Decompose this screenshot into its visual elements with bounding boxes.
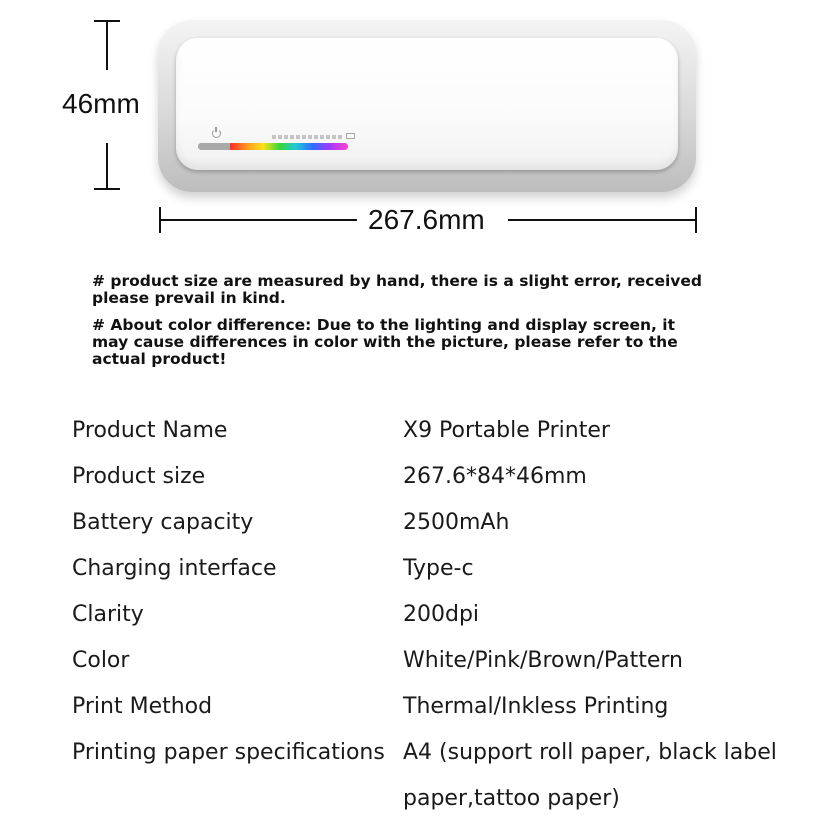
spec-row-product-size: [72, 454, 792, 500]
height-dimension-label: 46mm: [62, 86, 140, 122]
notes: [92, 273, 712, 378]
spec-table: [72, 408, 792, 822]
spec-label: Clarity: [72, 602, 144, 627]
spec-value: Type-c: [403, 556, 474, 581]
width-dimension-line-left: [159, 219, 357, 221]
spec-row-print-method: [72, 684, 792, 730]
spec-value: A4 (support roll paper, black label paper,tattoo paper): [403, 740, 777, 811]
width-dimension-line-right: [508, 219, 697, 221]
spec-label: Product Name: [72, 418, 228, 443]
width-dimension-right-tick: [695, 207, 697, 233]
spec-label: Charging interface: [72, 556, 277, 581]
spec-row-charging-interface: [72, 546, 792, 592]
spec-row-product-name: [72, 408, 792, 454]
spec-row-color: [72, 638, 792, 684]
spec-value: 200dpi: [403, 602, 480, 627]
spec-row-clarity: [72, 592, 792, 638]
spec-row-paper-specifications: [72, 730, 792, 822]
spec-label: Color: [72, 648, 130, 673]
width-dimension-label: 267.6mm: [368, 204, 485, 235]
height-dimension-line-bottom: [106, 143, 108, 189]
height-dimension-bottom-tick: [94, 188, 120, 190]
height-dimension-line-top: [106, 20, 108, 70]
spec-value: X9 Portable Printer: [403, 418, 610, 443]
spec-value: White/Pink/Brown/Pattern: [403, 648, 683, 673]
spec-label: Printing paper specifications: [72, 740, 385, 765]
spec-value: 2500mAh: [403, 510, 510, 535]
size-note: # product size are measured by hand, there is a slight error, received please prevail in kind.: [92, 272, 702, 307]
spec-value: Thermal/Inkless Printing: [403, 694, 669, 719]
printer-image: [158, 20, 696, 192]
printer-body: [176, 38, 678, 170]
printer-figure: [0, 0, 819, 250]
spec-label: Battery capacity: [72, 510, 254, 535]
rainbow-light-strip: [230, 143, 348, 150]
power-icon: [212, 129, 221, 138]
spec-label: Print Method: [72, 694, 213, 719]
spec-row-battery-capacity: [72, 500, 792, 546]
spec-label: Product size: [72, 464, 206, 489]
printer-status-light: [198, 143, 348, 150]
printer-brand-mark: [272, 135, 344, 139]
spec-value: 267.6*84*46mm: [403, 464, 587, 489]
color-note: # About color difference: Due to the lighting and display screen, it may cause differences in color with the picture, please refer to the actual product!: [92, 316, 678, 368]
printer-brand-chip: [346, 133, 355, 139]
